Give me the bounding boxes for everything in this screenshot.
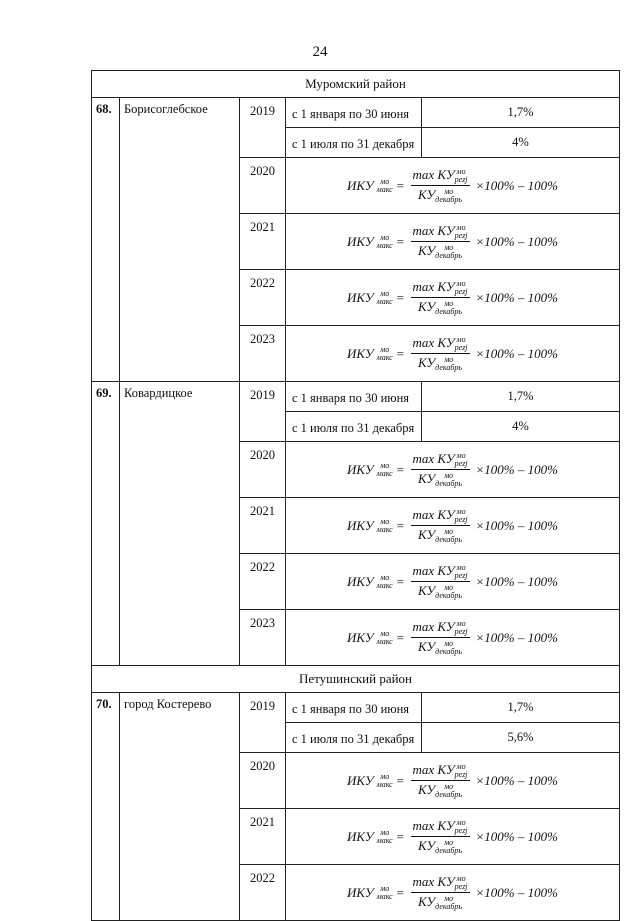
formula-den-text: КУ (417, 243, 436, 258)
formula-den-sup: мо (444, 894, 454, 904)
formula-denominator (416, 242, 464, 260)
formula-den-indices (435, 244, 462, 260)
formula-lhs: ИКУ (347, 233, 374, 249)
district-heading: Муромский район (92, 71, 620, 98)
formula-equals: = (395, 289, 405, 305)
formula-tail: ×100% – 100% (475, 629, 558, 645)
formula-den-sub: декабрь (435, 790, 463, 800)
formula-num-text: max КУ (412, 873, 455, 889)
formula-num-indices (455, 452, 468, 468)
formula-fraction (411, 874, 470, 911)
formula-den-text: КУ (417, 355, 436, 370)
tariff-index-table (91, 70, 620, 921)
formula-cell (286, 442, 620, 498)
period-row (92, 98, 620, 128)
formula-equals: = (395, 884, 405, 900)
formula-equals: = (395, 233, 405, 249)
formula-den-text: КУ (417, 471, 436, 486)
formula (347, 874, 558, 911)
formula-lhs-sup: мо (380, 460, 390, 470)
formula (347, 818, 558, 855)
formula-numerator (411, 167, 470, 186)
formula-cell (286, 270, 620, 326)
formula-lhs-sub: макс (376, 352, 393, 362)
formula-denominator (416, 582, 464, 600)
formula-cell (286, 865, 620, 921)
formula-tail: ×100% – 100% (475, 461, 558, 477)
formula-den-indices (435, 783, 462, 799)
formula-denominator (416, 470, 464, 488)
formula-equals: = (395, 461, 405, 477)
year-cell: 2023 (240, 610, 286, 666)
formula-tail: ×100% – 100% (475, 289, 558, 305)
formula-den-sub: декабрь (435, 846, 463, 856)
period-row (92, 693, 620, 723)
year-cell: 2023 (240, 326, 286, 382)
formula-den-indices (435, 472, 462, 488)
formula-num-indices (455, 508, 468, 524)
formula-num-sub: реzj (454, 826, 468, 835)
formula-lhs: ИКУ (347, 884, 374, 900)
formula-den-indices (435, 528, 462, 544)
formula-lhs: ИКУ (347, 772, 374, 788)
formula-num-sup: мо (456, 563, 466, 572)
formula-lhs-sub: макс (376, 296, 393, 306)
year-cell: 2020 (240, 158, 286, 214)
formula-num-indices (455, 224, 468, 240)
formula-denominator (416, 186, 464, 204)
formula-lhs: ИКУ (347, 289, 374, 305)
formula-tail: ×100% – 100% (475, 772, 558, 788)
formula-lhs: ИКУ (347, 461, 374, 477)
formula-num-sub: реzj (454, 515, 468, 524)
formula-lhs-indices (377, 574, 393, 590)
formula-lhs-sup: мо (380, 628, 390, 638)
formula-equals: = (395, 345, 405, 361)
formula-num-sup: мо (456, 619, 466, 628)
formula-equals: = (395, 573, 405, 589)
formula-den-indices (435, 640, 462, 656)
entry-name: Борисоглебское (120, 98, 240, 382)
formula-den-sub: декабрь (435, 195, 463, 205)
formula-tail: ×100% – 100% (475, 233, 558, 249)
formula-den-sup: мо (444, 838, 454, 848)
formula-equals: = (395, 629, 405, 645)
formula-den-sub: декабрь (435, 251, 463, 261)
formula-num-text: max КУ (412, 506, 455, 522)
formula-den-sup: мо (444, 782, 454, 792)
formula-lhs-sup: мо (380, 516, 390, 526)
year-cell: 2022 (240, 554, 286, 610)
formula-fraction (411, 223, 470, 260)
formula-lhs: ИКУ (347, 177, 374, 193)
formula-num-sup: мо (456, 279, 466, 288)
formula-den-sup: мо (444, 471, 454, 481)
formula-lhs-sub: макс (376, 891, 393, 901)
formula-lhs-sup: мо (380, 572, 390, 582)
formula-fraction (411, 507, 470, 544)
formula-fraction (411, 762, 470, 799)
formula-num-text: max КУ (412, 222, 455, 238)
formula-num-sup: мо (456, 874, 466, 883)
formula-denominator (416, 638, 464, 656)
formula-num-indices (455, 620, 468, 636)
formula-fraction (411, 818, 470, 855)
formula-cell (286, 214, 620, 270)
period-rate: 4% (422, 412, 620, 442)
formula-num-sub: реzj (454, 459, 468, 468)
page-number: 24 (312, 44, 328, 60)
formula-num-indices (455, 336, 468, 352)
formula-den-text: КУ (417, 187, 436, 202)
formula-den-sup: мо (444, 355, 454, 365)
period-rate: 4% (422, 128, 620, 158)
formula-cell (286, 554, 620, 610)
formula-denominator (416, 893, 464, 911)
formula-numerator (411, 223, 470, 242)
formula-numerator (411, 762, 470, 781)
year-cell: 2022 (240, 865, 286, 921)
formula-cell (286, 158, 620, 214)
formula-den-text: КУ (417, 299, 436, 314)
period-label: с 1 июля по 31 декабря (286, 723, 422, 753)
formula-lhs-indices (377, 462, 393, 478)
formula-lhs-indices (377, 290, 393, 306)
formula-fraction (411, 167, 470, 204)
formula-equals: = (395, 828, 405, 844)
formula (347, 451, 558, 488)
formula-num-indices (455, 168, 468, 184)
formula-num-sub: реzj (454, 770, 468, 779)
formula-numerator (411, 563, 470, 582)
formula-cell (286, 809, 620, 865)
formula-lhs: ИКУ (347, 629, 374, 645)
formula-lhs: ИКУ (347, 345, 374, 361)
entry-name: город Костерево (120, 693, 240, 921)
formula-num-indices (455, 280, 468, 296)
formula-equals: = (395, 517, 405, 533)
formula-den-sup: мо (444, 583, 454, 593)
formula (347, 279, 558, 316)
formula-den-indices (435, 356, 462, 372)
year-cell: 2020 (240, 753, 286, 809)
formula-lhs-sup: мо (380, 771, 390, 781)
formula-den-sup: мо (444, 527, 454, 537)
formula-fraction (411, 279, 470, 316)
formula-numerator (411, 279, 470, 298)
formula-num-sub: реzj (454, 343, 468, 352)
formula-num-sup: мо (456, 223, 466, 232)
year-cell: 2019 (240, 693, 286, 753)
formula-num-sub: реzj (454, 571, 468, 580)
formula-num-sup: мо (456, 167, 466, 176)
period-label: с 1 июля по 31 декабря (286, 412, 422, 442)
formula-den-text: КУ (417, 782, 436, 797)
formula-tail: ×100% – 100% (475, 177, 558, 193)
formula (347, 167, 558, 204)
formula-lhs-sub: макс (376, 184, 393, 194)
formula-num-sup: мо (456, 818, 466, 827)
formula-tail: ×100% – 100% (475, 884, 558, 900)
district-row (92, 666, 620, 693)
formula-numerator (411, 507, 470, 526)
entry-number: 70. (92, 693, 120, 921)
formula-tail: ×100% – 100% (475, 345, 558, 361)
formula-fraction (411, 451, 470, 488)
formula-lhs-sup: мо (380, 883, 390, 893)
formula-lhs-sub: макс (376, 580, 393, 590)
formula-equals: = (395, 177, 405, 193)
entry-name: Ковардицкое (120, 382, 240, 666)
period-rate: 1,7% (422, 693, 620, 723)
formula-den-indices (435, 839, 462, 855)
formula (347, 762, 558, 799)
year-cell: 2021 (240, 214, 286, 270)
year-cell: 2019 (240, 98, 286, 158)
formula-lhs-sup: мо (380, 176, 390, 186)
formula-lhs-indices (377, 885, 393, 901)
formula-lhs-sup: мо (380, 288, 390, 298)
formula-numerator (411, 818, 470, 837)
formula-lhs-indices (377, 773, 393, 789)
formula-den-sub: декабрь (435, 647, 463, 657)
formula-num-sub: реzj (454, 287, 468, 296)
formula (347, 563, 558, 600)
period-label: с 1 января по 30 июня (286, 98, 422, 128)
formula-numerator (411, 451, 470, 470)
formula-num-sub: реzj (454, 882, 468, 891)
formula-lhs-sub: макс (376, 636, 393, 646)
formula-den-sup: мо (444, 243, 454, 253)
entry-number: 69. (92, 382, 120, 666)
formula-lhs-indices (377, 518, 393, 534)
formula-num-text: max КУ (412, 618, 455, 634)
entry-number: 68. (92, 98, 120, 382)
formula-den-sub: декабрь (435, 902, 463, 912)
formula-tail: ×100% – 100% (475, 573, 558, 589)
formula-fraction (411, 619, 470, 656)
formula-lhs: ИКУ (347, 517, 374, 533)
formula-den-sub: декабрь (435, 591, 463, 601)
formula-lhs: ИКУ (347, 573, 374, 589)
district-heading: Петушинский район (92, 666, 620, 693)
formula-num-sub: реzj (454, 175, 468, 184)
formula-den-indices (435, 300, 462, 316)
formula-num-indices (455, 763, 468, 779)
formula-num-sup: мо (456, 335, 466, 344)
year-cell: 2022 (240, 270, 286, 326)
year-cell: 2021 (240, 809, 286, 865)
formula-den-text: КУ (417, 894, 436, 909)
formula-tail: ×100% – 100% (475, 517, 558, 533)
formula-equals: = (395, 772, 405, 788)
formula-cell (286, 610, 620, 666)
formula-denominator (416, 781, 464, 799)
formula-cell (286, 326, 620, 382)
formula-num-text: max КУ (412, 817, 455, 833)
formula-den-indices (435, 188, 462, 204)
formula-num-indices (455, 564, 468, 580)
year-cell: 2020 (240, 442, 286, 498)
formula-fraction (411, 563, 470, 600)
formula-denominator (416, 354, 464, 372)
formula-lhs-sup: мо (380, 827, 390, 837)
district-row (92, 71, 620, 98)
formula (347, 335, 558, 372)
formula-cell (286, 498, 620, 554)
formula-numerator (411, 335, 470, 354)
year-cell: 2019 (240, 382, 286, 442)
formula-num-text: max КУ (412, 334, 455, 350)
formula-den-indices (435, 895, 462, 911)
formula-numerator (411, 874, 470, 893)
period-label: с 1 января по 30 июня (286, 382, 422, 412)
period-rate: 5,6% (422, 723, 620, 753)
formula-den-text: КУ (417, 527, 436, 542)
formula-lhs-sub: макс (376, 779, 393, 789)
formula-lhs-sub: макс (376, 524, 393, 534)
formula-denominator (416, 526, 464, 544)
formula-num-sup: мо (456, 762, 466, 771)
formula-den-sub: декабрь (435, 307, 463, 317)
formula-num-sup: мо (456, 507, 466, 516)
formula-lhs-sub: макс (376, 835, 393, 845)
formula-den-sub: декабрь (435, 535, 463, 545)
formula-num-indices (455, 875, 468, 891)
formula-den-sup: мо (444, 639, 454, 649)
formula-num-text: max КУ (412, 562, 455, 578)
formula-lhs-indices (377, 234, 393, 250)
formula-den-text: КУ (417, 639, 436, 654)
period-row (92, 382, 620, 412)
formula-denominator (416, 298, 464, 316)
formula-lhs-sup: мо (380, 344, 390, 354)
period-label: с 1 июля по 31 декабря (286, 128, 422, 158)
formula-den-sub: декабрь (435, 479, 463, 489)
formula (347, 619, 558, 656)
formula-den-text: КУ (417, 583, 436, 598)
period-rate: 1,7% (422, 382, 620, 412)
formula-den-text: КУ (417, 838, 436, 853)
formula-den-indices (435, 584, 462, 600)
formula (347, 507, 558, 544)
formula-den-sub: декабрь (435, 363, 463, 373)
formula-lhs-indices (377, 346, 393, 362)
formula-lhs-sub: макс (376, 240, 393, 250)
formula-lhs-indices (377, 178, 393, 194)
period-label: с 1 января по 30 июня (286, 693, 422, 723)
formula-num-text: max КУ (412, 278, 455, 294)
formula-num-sub: реzj (454, 627, 468, 636)
formula-denominator (416, 837, 464, 855)
formula (347, 223, 558, 260)
formula-num-text: max КУ (412, 166, 455, 182)
formula-tail: ×100% – 100% (475, 828, 558, 844)
formula-den-sup: мо (444, 187, 454, 197)
formula-den-sup: мо (444, 299, 454, 309)
formula-lhs-sup: мо (380, 232, 390, 242)
formula-cell (286, 753, 620, 809)
formula-num-indices (455, 819, 468, 835)
formula-num-sub: реzj (454, 231, 468, 240)
formula-num-sup: мо (456, 451, 466, 460)
year-cell: 2021 (240, 498, 286, 554)
formula-num-text: max КУ (412, 761, 455, 777)
formula-fraction (411, 335, 470, 372)
formula-lhs-indices (377, 829, 393, 845)
formula-lhs-indices (377, 630, 393, 646)
formula-lhs-sub: макс (376, 468, 393, 478)
formula-num-text: max КУ (412, 450, 455, 466)
formula-numerator (411, 619, 470, 638)
period-rate: 1,7% (422, 98, 620, 128)
formula-lhs: ИКУ (347, 828, 374, 844)
